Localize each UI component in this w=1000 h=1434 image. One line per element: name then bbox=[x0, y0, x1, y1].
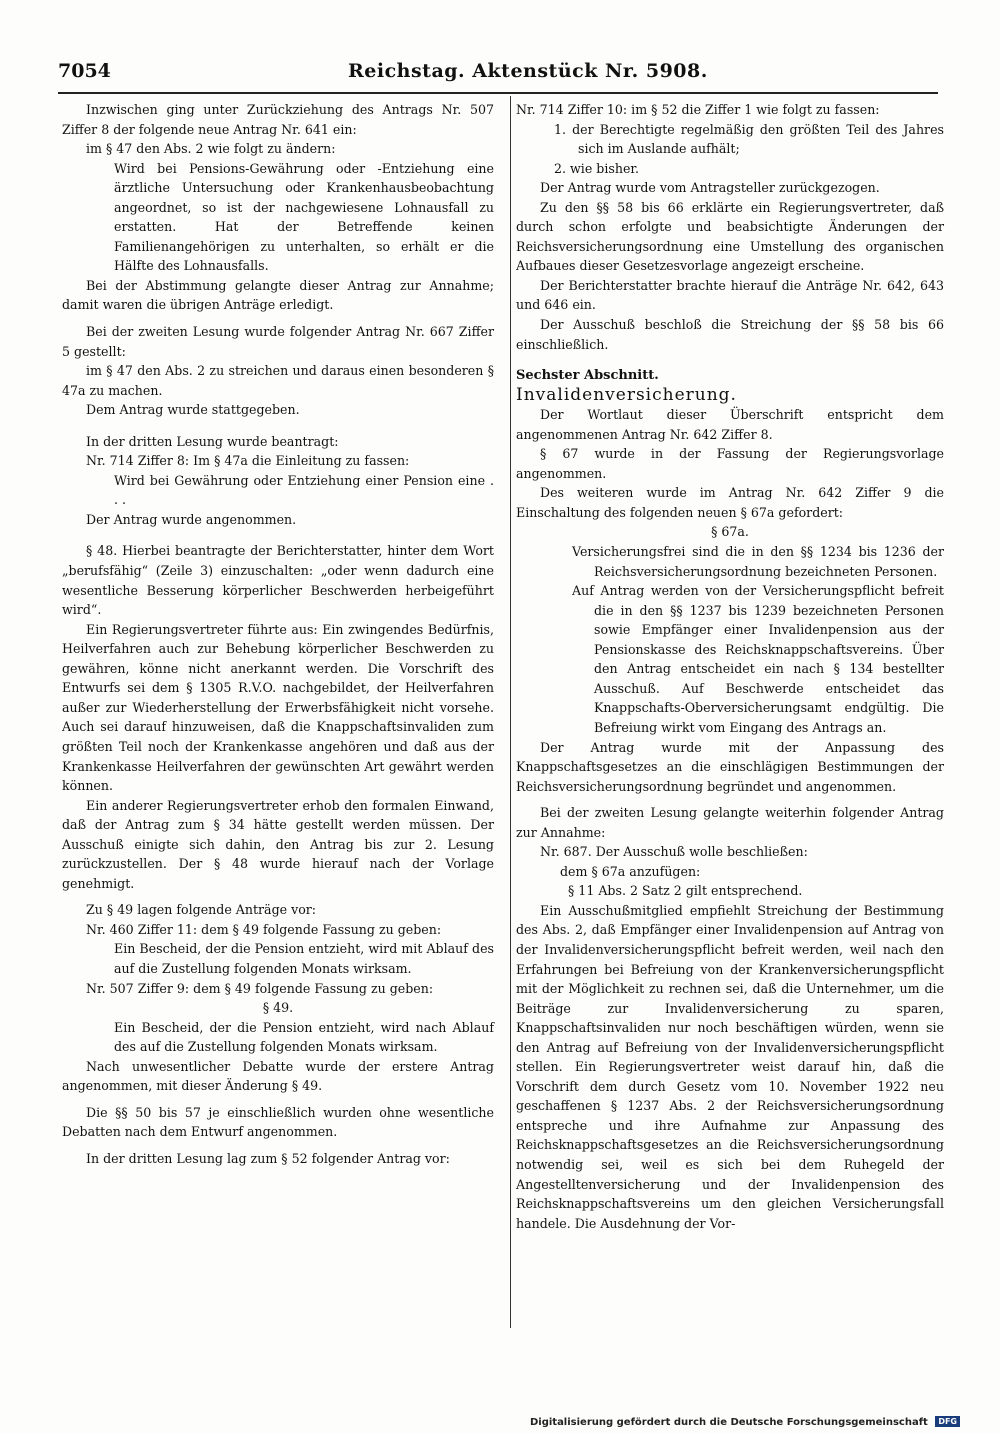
paragraph: Des weiteren wurde im Antrag Nr. 642 Ziffer 9 die Einschaltung des folgenden neuen § 67a gefordert: bbox=[516, 485, 944, 520]
paragraph: § 67 wurde in der Fassung der Regierungsvorlage angenommen. bbox=[516, 446, 944, 481]
quoted-text: Wird bei Gewährung oder Entziehung einer Pension eine . . . bbox=[114, 472, 494, 508]
paragraph: Bei der zweiten Lesung wurde folgender Antrag Nr. 667 Ziffer 5 gestellt: bbox=[62, 324, 494, 359]
paragraph: Bei der Abstimmung gelangte dieser Antrag zur Annahme; damit waren die übrigen Anträge erledigt. bbox=[62, 277, 494, 313]
page-title: Reichstag. Aktenstück Nr. 5908. bbox=[348, 60, 708, 82]
paragraph: Nach unwesentlicher Debatte wurde der erstere Antrag angenommen, mit dieser Änderung § 49. bbox=[62, 1058, 494, 1094]
quoted-text: Versicherungsfrei sind die in den §§ 1234 bis 1236 der Reichsversicherungsordnung bezeichneten Personen. bbox=[572, 544, 944, 579]
quoted-text: § 11 Abs. 2 Satz 2 gilt entsprechend. bbox=[568, 883, 803, 899]
quoted-text: Auf Antrag werden von der Versicherungspflicht befreit die in den §§ 1237 bis 1239 bezeichneten Personen sowie Empfänger einer Invalidenpension aus der Pensionskasse des Reichsknappschaftsvereins. Über den Antrag entscheidet ein nach § 134 bestellter Ausschuß. Auf Beschwerde entscheidet das Knappschafts-Oberversicherungsamt endgültig. Die Befreiung wirkt vom Eingang des Antrags an. bbox=[572, 583, 944, 735]
list-item: 2. wie bisher. bbox=[554, 160, 640, 176]
paragraph: Nr. 714 Ziffer 8: Im § 47a die Einleitung zu fassen: bbox=[86, 453, 410, 469]
paragraph: In der dritten Lesung wurde beantragt: bbox=[86, 433, 339, 449]
paragraph: Der Antrag wurde angenommen. bbox=[86, 511, 297, 527]
column-divider bbox=[510, 96, 511, 1328]
right-column bbox=[516, 100, 944, 1233]
paragraph: Dem Antrag wurde stattgegeben. bbox=[86, 402, 300, 418]
paragraph: Nr. 714 Ziffer 10: im § 52 die Ziffer 1 wie folgt zu fassen: bbox=[516, 102, 880, 117]
paragraph: In der dritten Lesung lag zum § 52 folgender Antrag vor: bbox=[86, 1150, 450, 1166]
paragraph: Der Wortlaut dieser Überschrift entspricht dem angenommenen Antrag Nr. 642 Ziffer 8. bbox=[516, 407, 944, 442]
paragraph: Nr. 687. Der Ausschuß wolle beschließen: bbox=[540, 844, 808, 860]
page-number: 7054 bbox=[58, 60, 111, 82]
paragraph: § 48. Hierbei beantragte der Berichterstatter, hinter dem Wort „berufsfähig“ (Zeile 3) einzuschalten: „oder wenn dadurch eine wesentliche Besserung körperlicher Beschwerden herbeigeführt wird“. bbox=[62, 543, 494, 618]
paragraph: Der Antrag wurde mit der Anpassung des Knappschaftsgesetzes an die einschlägigen Bestimmungen der Reichsversicherungsordnung begründet und angenommen. bbox=[516, 739, 944, 794]
paragraph: Inzwischen ging unter Zurückziehung des Antrags Nr. 507 Ziffer 8 der folgende neue Antrag Nr. 641 ein: bbox=[62, 102, 494, 137]
footer-credit bbox=[530, 1416, 960, 1428]
paragraph: Bei der zweiten Lesung gelangte weiterhin folgender Antrag zur Annahme: bbox=[516, 805, 944, 840]
section-title: Invalidenversicherung. bbox=[516, 384, 737, 405]
quoted-text: dem § 67a anzufügen: bbox=[560, 863, 701, 879]
paragraph: Zu den §§ 58 bis 66 erklärte ein Regierungsvertreter, daß durch schon erfolgte und beabsichtigte Änderungen der Reichsversicherungsordnung eine Umstellung des organischen Aufbaues dieser Gesetzesvorlage angezeigt erscheine. bbox=[516, 199, 944, 274]
paragraph: Zu § 49 lagen folgende Anträge vor: bbox=[86, 902, 317, 918]
paragraph: Nr. 507 Ziffer 9: dem § 49 folgende Fassung zu geben: bbox=[86, 980, 434, 996]
paragraph: im § 47 den Abs. 2 zu streichen und daraus einen besonderen § 47a zu machen. bbox=[62, 363, 494, 398]
paragraph: Die §§ 50 bis 57 je einschließlich wurden ohne wesentliche Debatten nach dem Entwurf angenommen. bbox=[62, 1104, 494, 1140]
paragraph: Der Ausschuß beschloß die Streichung der §§ 58 bis 66 einschließlich. bbox=[516, 317, 944, 352]
page-header bbox=[58, 60, 938, 90]
dfg-logo: DFG bbox=[935, 1416, 960, 1427]
quoted-text: Wird bei Pensions-Gewährung oder -Entziehung eine ärztliche Untersuchung oder Krankenhausbeobachtung angeordnet, so ist der nachgewiesene Lohnausfall zu erstatten. Hat der Betreffende keinen Familienangehörigen zu unterhalten, so erhält er die Hälfte des Lohnausfalls. bbox=[114, 160, 494, 274]
paragraph: Nr. 460 Ziffer 11: dem § 49 folgende Fassung zu geben: bbox=[86, 921, 442, 937]
quoted-text: Ein Bescheid, der die Pension entzieht, wird mit Ablauf des auf die Zustellung folgenden Monats wirksam. bbox=[114, 941, 494, 976]
header-rule bbox=[58, 92, 938, 94]
section-number: § 67a. bbox=[711, 524, 749, 540]
quoted-text: Ein Bescheid, der die Pension entzieht, wird nach Ablauf des auf die Zustellung folgenden Monats wirksam. bbox=[114, 1019, 494, 1055]
left-column bbox=[62, 100, 494, 1168]
section-heading: Sechster Abschnitt. bbox=[516, 368, 659, 384]
paragraph: Ein anderer Regierungsvertreter erhob den formalen Einwand, daß der Antrag zum § 34 hätte gestellt werden müssen. Der Ausschuß einigte sich dahin, den Antrag bis zur 2. Lesung zurückzustellen. Der § 48 wurde hierauf nach der Vorlage genehmigt. bbox=[62, 797, 494, 891]
paragraph: Ein Ausschußmitglied empfiehlt Streichung der Bestimmung des Abs. 2, daß Empfänger einer Invalidenpension auf Antrag von der Invalidenversicherungspflicht befreit werden, weil nach den Erfahrungen bei Befreiung von der Krankenversicherungspflicht mit der Möglichkeit zu rechnen sei, daß die Unternehmer, um die Beiträge zur Invalidenversicherung zu sparen, Knappschaftsinvaliden nur noch beschäftigen würden, wenn sie den Antrag auf Befreiung von der Invalidenversicherungspflicht stellen. Ein Regierungsvertreter weist darauf hin, daß die Vorschrift dem durch Gesetz vom 10. November 1922 neu geschaffenen § 1237 Abs. 2 der Reichsversicherungsordnung entspreche und ihre Aufnahme zur Anpassung des Reichsknappschaftsgesetzes an die Reichsversicherungsordnung notwendig sei, weil es sich bei dem Ruhegeld der Angestelltenversicherung und der Invalidenpension des Reichsknappschaftsvereins um den gleichen Versicherungsfall handele. Die Ausdehnung der Vor- bbox=[516, 902, 944, 1231]
footer-text: Digitalisierung gefördert durch die Deutsche Forschungsgemeinschaft bbox=[529, 1417, 928, 1428]
paragraph: Der Berichterstatter brachte hierauf die Anträge Nr. 642, 643 und 646 ein. bbox=[516, 277, 944, 313]
paragraph: im § 47 den Abs. 2 wie folgt zu ändern: bbox=[86, 141, 336, 157]
section-number: § 49. bbox=[262, 1000, 294, 1016]
paragraph: Der Antrag wurde vom Antragsteller zurückgezogen. bbox=[540, 180, 880, 196]
paragraph: Ein Regierungsvertreter führte aus: Ein zwingendes Bedürfnis, Heilverfahren auch zur Behebung körperlicher Beschwerden zu gewähren, könne nicht anerkannt werden. Die Vorschrift des Entwurfs sei dem § 1305 R.V.O. nachgebildet, der Heilverfahren außer zur Wiederherstellung der Erwerbsfähigkeit nicht vorsehe. Auch sei darauf hinzuweisen, daß die Knappschaftsinvaliden zum größten Teil noch der Krankenkasse angehören und daß aus der Krankenkasse Heilverfahren der gewünschten Art gewährt werden können. bbox=[62, 621, 494, 794]
list-item: 1. der Berechtigte regelmäßig den größten Teil des Jahres sich im Auslande aufhält; bbox=[554, 121, 944, 157]
